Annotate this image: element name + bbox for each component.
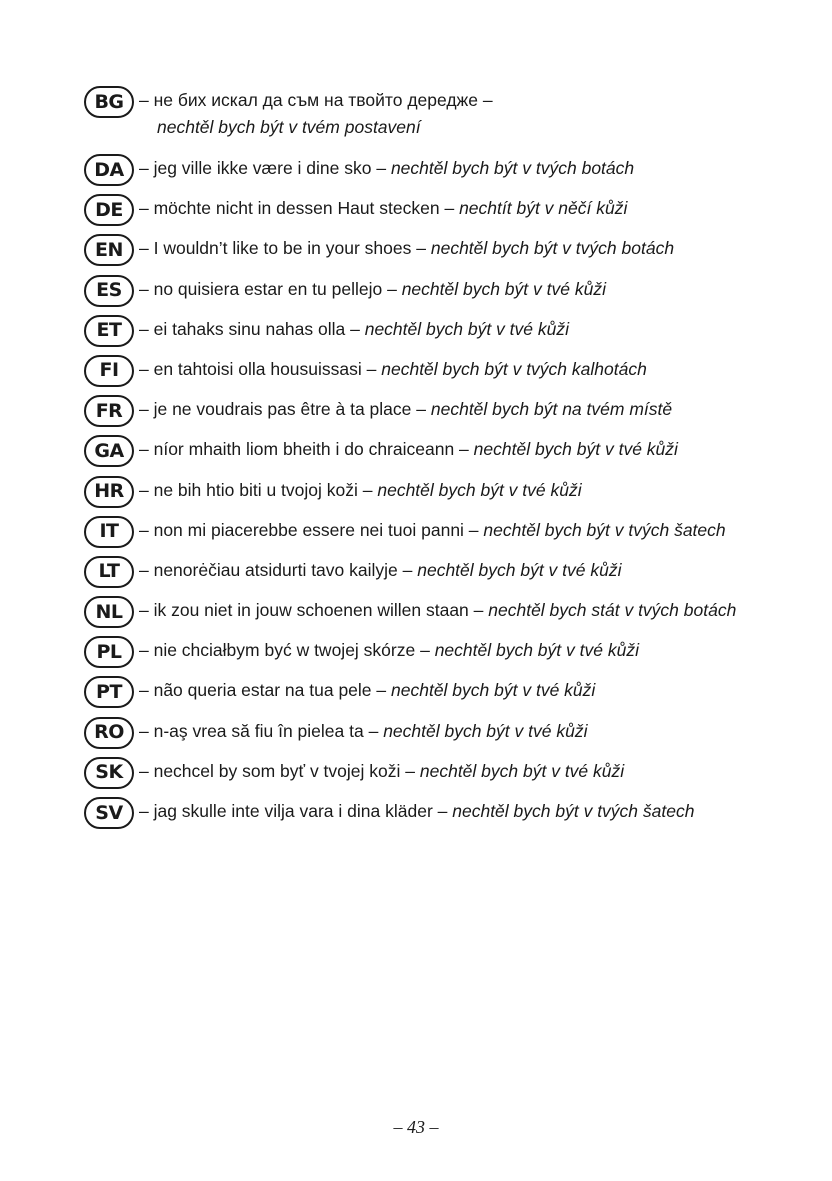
entry-it: [84, 516, 814, 556]
native-phrase: – non mi piacerebbe essere nei tuoi panni –: [139, 519, 479, 540]
entry-text-ro: [134, 718, 587, 745]
language-badge-en: EN: [84, 234, 134, 266]
native-phrase: – nenorėčiau atsidurti tavo kailyje –: [139, 559, 413, 580]
language-badge-sk: SK: [84, 757, 134, 789]
entry-text-pt: [134, 677, 595, 704]
language-badge-da: DA: [84, 154, 134, 186]
entry-es: [84, 275, 814, 315]
entry-text-it: [134, 517, 726, 544]
czech-translation: nechtěl bych být v tvé kůži: [364, 318, 569, 339]
entry-text-bg: [134, 87, 493, 141]
czech-translation: nechtěl bych být v tvých šatech: [483, 519, 726, 540]
czech-translation: nechtěl bych být v tvých botách: [390, 158, 635, 178]
native-phrase: – nechcel by som byť v tvojej koži –: [139, 760, 415, 781]
language-badge-ga: GA: [84, 435, 134, 467]
czech-translation: nechtěl bych být v tvé kůži: [377, 479, 582, 500]
native-phrase: – не бих искал да съм на твойто дередже –: [139, 90, 493, 110]
language-badge-fi: FI: [84, 355, 134, 387]
entry-en: [84, 234, 814, 274]
czech-translation: nechtěl bych být v tvých šatech: [452, 801, 695, 821]
language-badge-pl: PL: [84, 636, 134, 668]
entry-pt: [84, 676, 814, 716]
czech-translation: nechtěl bych být v tvé kůži: [434, 640, 639, 661]
native-phrase: – ik zou niet in jouw schoenen willen staan –: [139, 600, 484, 621]
entry-de: [84, 194, 814, 234]
entry-text-lt: [134, 557, 622, 584]
entry-et: [84, 315, 814, 355]
czech-translation: nechtěl bych být v tvých kalhotách: [381, 358, 647, 379]
czech-translation: nechtěl bych být v tvé kůži: [391, 680, 596, 701]
native-phrase: – ei tahaks sinu nahas olla –: [139, 318, 360, 339]
czech-translation: nechtěl bych být v tvé kůži: [401, 278, 606, 299]
language-badge-es: ES: [84, 275, 134, 307]
native-phrase: – möchte nicht in dessen Haut stecken –: [139, 198, 455, 219]
native-phrase: – I wouldn’t like to be in your shoes –: [139, 238, 426, 259]
native-phrase: – je ne voudrais pas être à ta place –: [139, 399, 426, 420]
native-phrase: – jag skulle inte vilja vara i dina kläder –: [139, 801, 448, 821]
czech-translation: nechtěl bych stát v tvých botách: [488, 600, 737, 621]
czech-translation: nechtěl bych být na tvém místě: [430, 399, 673, 420]
entry-lt: [84, 556, 814, 596]
czech-translation: nechtěl bych být v tvé kůži: [417, 559, 622, 580]
czech-translation: nechtěl bych být v tvém postavení: [157, 117, 421, 137]
native-phrase: – nie chciałbym być w twojej skórze –: [139, 640, 430, 661]
entry-text-sk: [134, 758, 624, 785]
entry-nl: [84, 596, 814, 636]
language-badge-hr: HR: [84, 476, 134, 508]
entry-bg: [84, 86, 814, 154]
native-phrase: – ne bih htio biti u tvojoj koži –: [139, 479, 373, 500]
entry-text-fr: [134, 396, 672, 423]
entry-ro: [84, 717, 814, 757]
entry-text-es: [134, 276, 606, 303]
language-badge-de: DE: [84, 194, 134, 226]
entry-fr: [84, 395, 814, 435]
native-phrase: – n-aş vrea să fiu în pielea ta –: [139, 720, 379, 741]
entry-pl: [84, 636, 814, 676]
entry-text-ga: [134, 436, 678, 463]
entry-text-et: [134, 316, 569, 343]
phrase-list: [84, 86, 814, 837]
language-badge-it: IT: [84, 516, 134, 548]
native-phrase: – não queria estar na tua pele –: [139, 680, 387, 701]
language-badge-sv: SV: [84, 797, 134, 829]
language-badge-ro: RO: [84, 717, 134, 749]
entry-ga: [84, 435, 814, 475]
language-badge-fr: FR: [84, 395, 134, 427]
entry-text-hr: [134, 477, 582, 504]
native-phrase: – jeg ville ikke være i dine sko –: [139, 158, 387, 178]
native-phrase: – níor mhaith liom bheith i do chraiceann –: [139, 439, 469, 460]
language-badge-bg: BG: [84, 86, 134, 118]
czech-translation: nechtěl bych být v tvé kůži: [419, 760, 625, 781]
czech-translation: nechtěl bych být v tvé kůži: [383, 720, 588, 741]
entry-text-da: [134, 155, 634, 182]
czech-translation: nechtěl bych být v tvé kůži: [473, 439, 678, 460]
language-badge-et: ET: [84, 315, 134, 347]
entry-text-nl: [134, 597, 736, 624]
entry-hr: [84, 476, 814, 516]
page-number: – 43 –: [393, 1117, 439, 1137]
entry-text-en: [134, 235, 674, 262]
native-phrase: – no quisiera estar en tu pellejo –: [139, 278, 397, 299]
language-badge-nl: NL: [84, 596, 134, 628]
entry-text-pl: [134, 637, 639, 664]
entry-sv: [84, 797, 814, 837]
language-badge-pt: PT: [84, 676, 134, 708]
entry-text-de: [134, 195, 627, 222]
czech-translation: nechtít být v něčí kůži: [459, 198, 628, 219]
language-badge-lt: LT: [84, 556, 134, 588]
czech-translation: nechtěl bych být v tvých botách: [430, 238, 675, 259]
entry-da: [84, 154, 814, 194]
native-phrase: – en tahtoisi olla housuissasi –: [139, 358, 377, 379]
entry-text-fi: [134, 356, 647, 383]
entry-sk: [84, 757, 814, 797]
entry-text-sv: [134, 798, 694, 825]
entry-fi: [84, 355, 814, 395]
